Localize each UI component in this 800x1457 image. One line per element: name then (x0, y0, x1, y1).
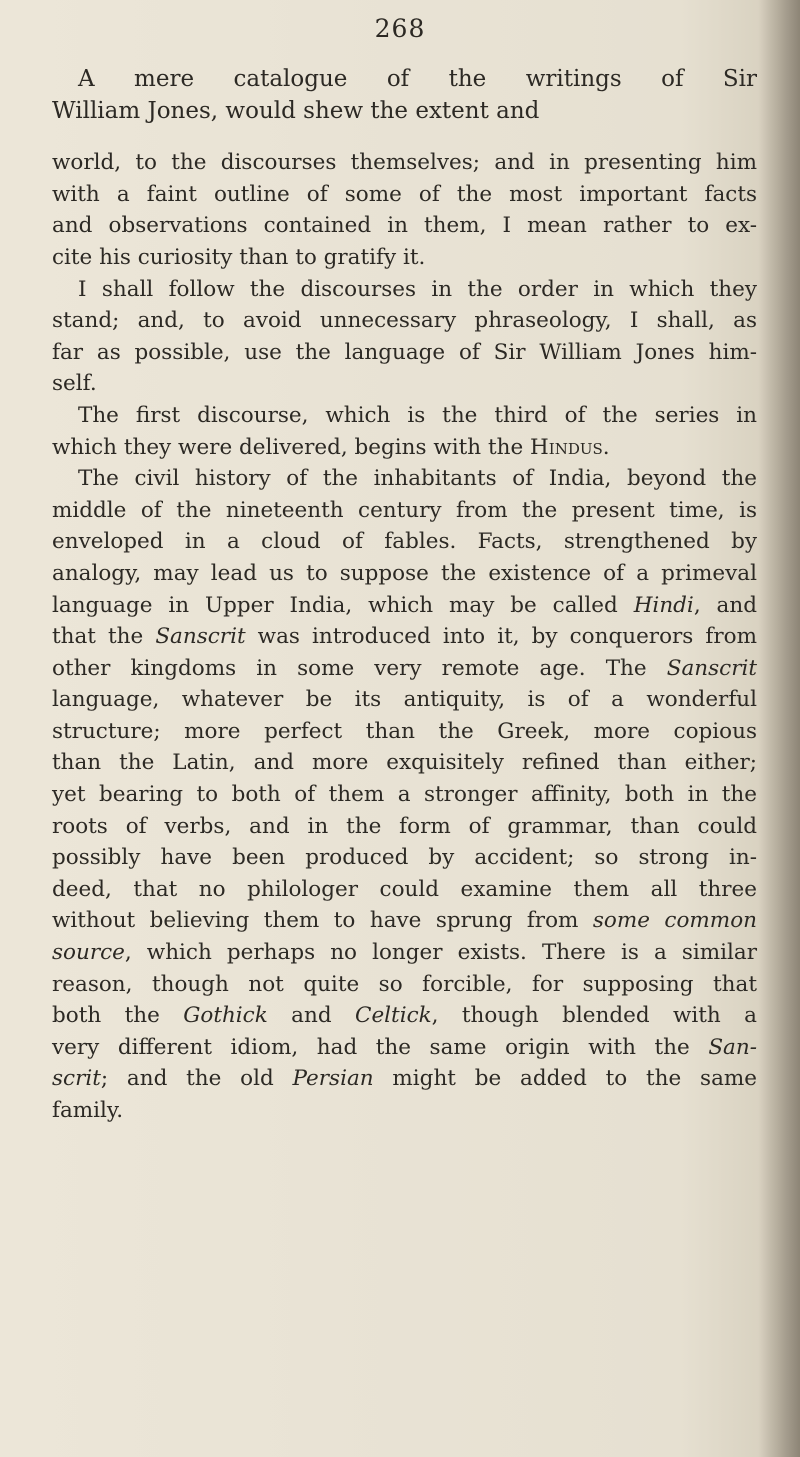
line-text: which they were delivered, begins with the (52, 434, 531, 460)
small-caps-text: Hindus. (530, 434, 610, 460)
line-text: might be added to the same (373, 1066, 758, 1092)
text-line (52, 590, 757, 622)
italic-text: Persian (292, 1066, 374, 1092)
paragraph (52, 463, 757, 1126)
text-line (52, 432, 757, 464)
text-line (52, 653, 757, 685)
italic-text: Gothick (183, 1003, 268, 1029)
text-line (52, 937, 757, 969)
line-text: other kingdoms in some very remote age. The (52, 655, 667, 681)
line-text: , though blended with a (431, 1003, 757, 1029)
text-line (52, 1032, 757, 1064)
body-text (52, 64, 757, 1127)
line-text: structure; more perfect than the Greek, more copious (52, 718, 757, 744)
text-line (52, 874, 757, 906)
line-text: very different idiom, had the same origin with the (52, 1034, 709, 1060)
text-line (52, 400, 757, 432)
page-gap (52, 127, 757, 147)
paragraph (52, 400, 757, 463)
line-text: than the Latin, and more exquisitely refined than either; (52, 750, 757, 776)
text-line (52, 969, 757, 1001)
paragraph-intro (52, 64, 757, 127)
italic-text: Sanscrit (155, 624, 246, 650)
line-text: middle of the nineteenth century from the present time, is (52, 497, 757, 523)
line-text: , which perhaps no longer exists. There is a similar (124, 940, 757, 966)
line-text: roots of verbs, and in the form of grammar, than could (52, 813, 757, 839)
italic-text: Sanscrit (666, 655, 757, 681)
text-line (52, 1095, 757, 1127)
line-text: both the (52, 1003, 184, 1029)
line-text: possibly have been produced by accident; so strong in- (52, 845, 757, 871)
line-text: The first discourse, which is the third of the series in (78, 402, 757, 428)
italic-text: Celtick (355, 1003, 432, 1029)
paragraph (52, 274, 757, 400)
line-text: and observations contained in them, I mean rather to ex- (52, 213, 757, 239)
text-line (52, 842, 757, 874)
line-text: self. (52, 371, 97, 397)
text-line (52, 495, 757, 527)
line-text: , and (693, 592, 757, 618)
line-text: was introduced into it, by conquerors from (245, 624, 757, 650)
text-line (52, 147, 757, 179)
line-text: that the (52, 624, 156, 650)
page-edge-shadow (758, 0, 800, 1457)
line-text: deed, that no philologer could examine them all three (52, 876, 757, 902)
line-text: analogy, may lead us to suppose the existence of a primeval (52, 560, 757, 586)
line-text: with a faint outline of some of the most important facts (52, 181, 757, 207)
line-text: language in Upper India, which may be called (52, 592, 634, 618)
text-line (52, 684, 757, 716)
text-line (52, 526, 757, 558)
page-number: 268 (374, 14, 426, 43)
line-text: far as possible, use the language of Sir William Jones him- (52, 339, 757, 365)
line-text: A mere catalogue of the writings of Sir (78, 66, 757, 92)
text-line (52, 305, 757, 337)
text-line (52, 905, 757, 937)
text-line (52, 558, 757, 590)
line-text: ; and the old (100, 1066, 293, 1092)
paragraph (52, 147, 757, 273)
line-text: family. (52, 1098, 124, 1123)
line-text: reason, though not quite so forcible, for supposing that (52, 971, 757, 997)
text-line (52, 621, 757, 653)
line-text: yet bearing to both of them a stronger affinity, both in the (52, 782, 757, 808)
line-text: William Jones, would shew the extent and (52, 97, 540, 124)
line-text: stand; and, to avoid unnecessary phraseology, I shall, as (52, 308, 757, 334)
text-line (52, 64, 757, 96)
line-text: I shall follow the discourses in the order in which they (78, 276, 757, 302)
line-text: without believing them to have sprung from (52, 908, 593, 934)
text-line (52, 179, 757, 211)
line-text: language, whatever be its antiquity, is of a wonderful (52, 687, 757, 713)
text-line (52, 747, 757, 779)
text-line (52, 96, 757, 128)
text-line (52, 274, 757, 306)
text-line (52, 1000, 757, 1032)
text-line (52, 337, 757, 369)
text-line (52, 210, 757, 242)
text-line (52, 811, 757, 843)
text-line (52, 779, 757, 811)
italic-text: San- (708, 1034, 757, 1060)
italic-text: some common (592, 908, 757, 934)
text-line (52, 716, 757, 748)
italic-text: scrit (52, 1066, 101, 1092)
line-text: The civil history of the inhabitants of India, beyond the (78, 466, 757, 492)
text-line (52, 368, 757, 400)
line-text: and (267, 1003, 355, 1029)
text-line (52, 463, 757, 495)
text-line (52, 1063, 757, 1095)
line-text: world, to the discourses themselves; and in presenting him (52, 150, 757, 176)
line-text: enveloped in a cloud of fables. Facts, strengthened by (52, 529, 757, 555)
italic-text: source (52, 940, 125, 966)
text-line (52, 242, 757, 274)
line-text: cite his curiosity than to gratify it. (52, 244, 426, 270)
italic-text: Hindi (633, 592, 694, 618)
